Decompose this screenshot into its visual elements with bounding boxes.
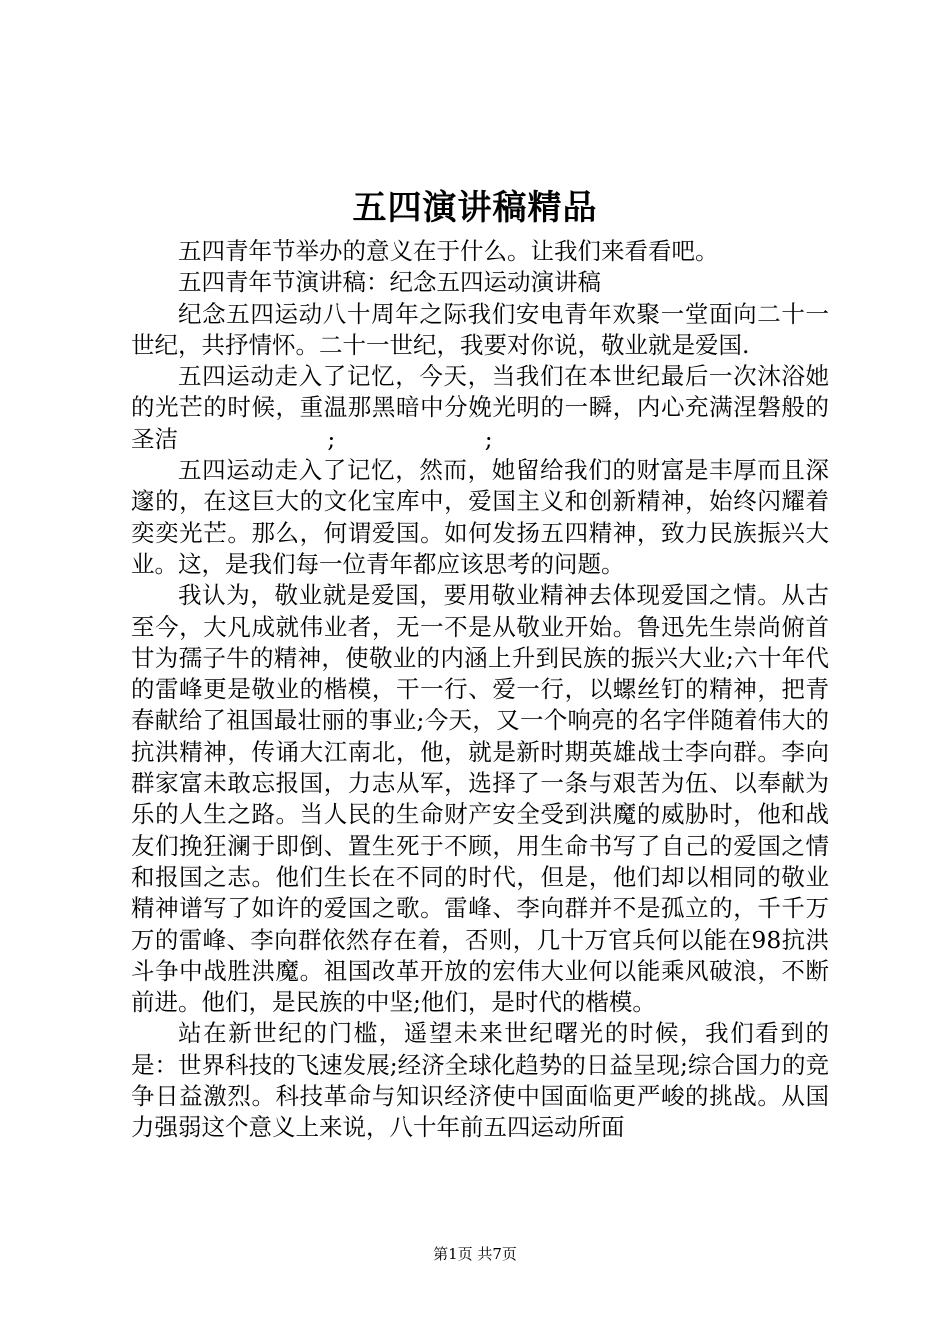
page-footer [0, 1244, 950, 1264]
paragraph-3: 纪念五四运动八十周年之际我们安电青年欢聚一堂面向二十一世纪，共抒情怀。二十一世纪，我要对你说，敬业就是爱国. [131, 299, 829, 359]
paragraph-7: 站在新世纪的门槛，遥望未来世纪曙光的时候，我们看到的是：世界科技的飞速发展;经济全球化趋势的日益呈现;综合国力的竞争日益激烈。科技革命与知识经济使中国面临更严峻的挑战。从国力强弱这个意义上来说，八十年前五四运动所面 [131, 1019, 829, 1142]
paragraph-6: 我认为，敬业就是爱国，要用敬业精神去体现爱国之情。从古至今，大凡成就伟业者，无一不是从敬业开始。鲁迅先生崇尚俯首甘为孺子牛的精神，使敬业的内涵上升到民族的振兴大业;六十年代的雷峰更是敬业的楷模，干一行、爱一行，以螺丝钉的精神，把青春献给了祖国最壮丽的事业;今天，又一个响亮的名字伴随着伟大的抗洪精神，传诵大江南北，他，就是新时期英雄战士李向群。李向群家富未敢忘报国，力志从军，选择了一条与艰苦为伍、以奉献为乐的人生之路。当人民的生命财产安全受到洪魔的威胁时，他和战友们挽狂澜于即倒、置生死于不顾，用生命书写了自己的爱国之情和报国之志。他们生长在不同的时代，但是，他们却以相同的敬业精神谱写了如许的爱国之歌。雷峰、李向群并不是孤立的，千千万万的雷峰、李向群依然存在着，否则，几十万官兵何以能在98抗洪斗争中战胜洪魔。祖国改革开放的宏伟大业何以能乘风破浪，不断前进。他们，是民族的中坚;他们，是时代的楷模。 [131, 581, 829, 1017]
paragraph-4: 五四运动走入了记忆，今天，当我们在本世纪最后一次沐浴她的光芒的时候，重温那黑暗中分娩光明的一瞬，内心充满涅磐般的圣洁 ; ; [131, 362, 829, 453]
document-title: 五四演讲稿精品 [352, 188, 598, 228]
page-indicator: 第1页 共7页 [433, 1245, 517, 1263]
document-body [131, 236, 829, 1144]
paragraph-2: 五四青年节演讲稿：纪念五四运动演讲稿 [178, 268, 601, 297]
paragraph-5: 五四运动走入了记忆，然而，她留给我们的财富是丰厚而且深邃的，在这巨大的文化宝库中，爱国主义和创新精神，始终闪耀着奕奕光芒。那么，何谓爱国。如何发扬五四精神，致力民族振兴大业。这，是我们每一位青年都应该思考的问题。 [131, 456, 829, 578]
paragraph-1: 五四青年节举办的意义在于什么。让我们来看看吧。 [178, 237, 719, 265]
